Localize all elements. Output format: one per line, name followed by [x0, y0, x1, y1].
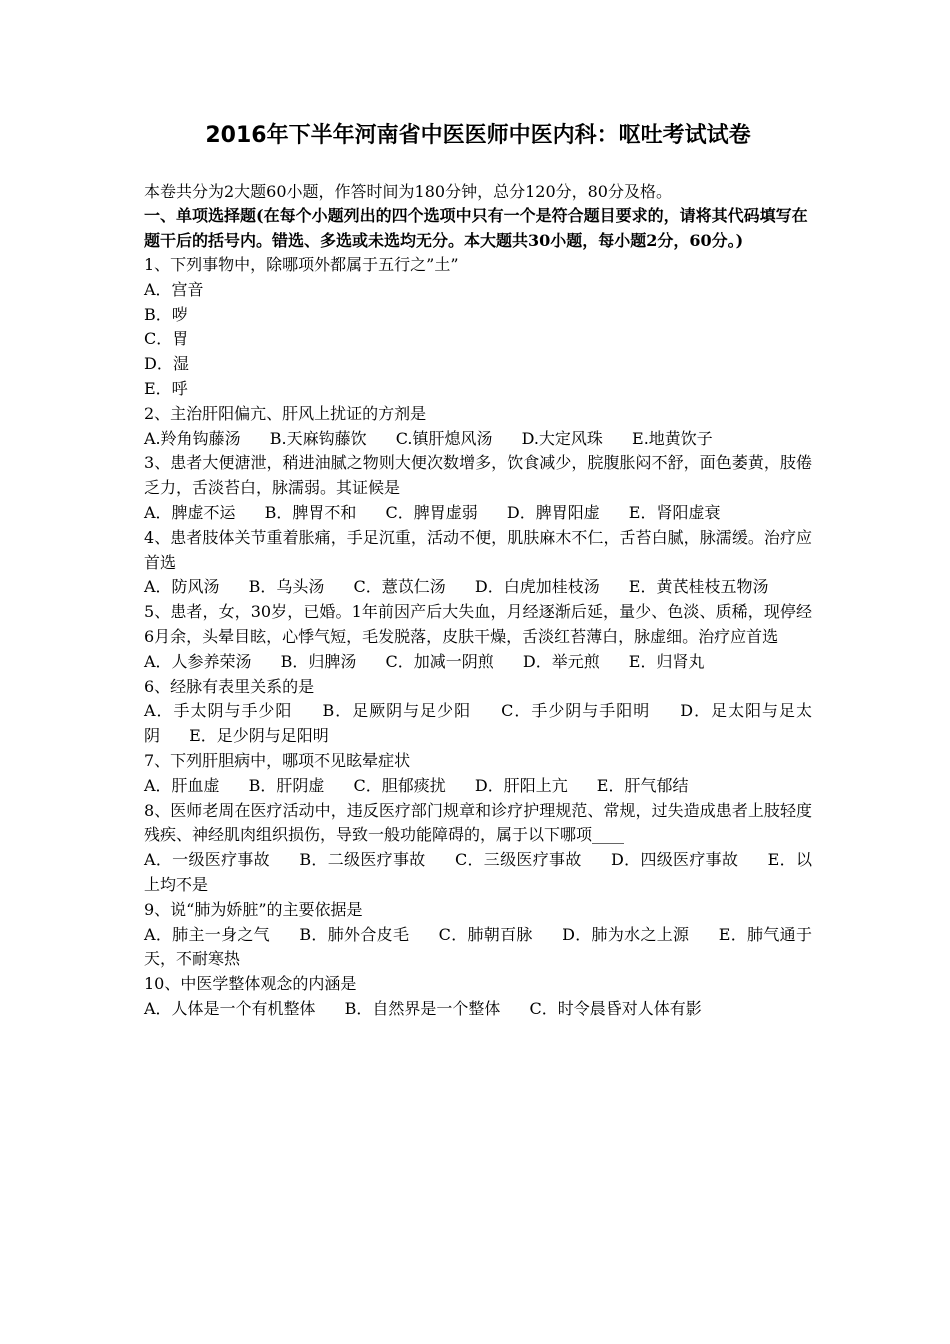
question-3-option-e: E．肾阳虚衰: [628, 502, 721, 522]
question-4-stem: 4、患者肢体关节重着胀痛，手足沉重，活动不便，肌肤麻木不仁，舌苔白腻，脉濡缓。治疗应首选: [144, 527, 812, 572]
page-content: [144, 118, 812, 1022]
question-10-option-b: B．自然界是一个整体: [344, 998, 501, 1018]
question-2-option-b: B.天麻钩藤饮: [269, 428, 367, 448]
question-9-option-c: C．肺朝百脉: [438, 924, 533, 944]
question-8-stem: 8、医师老周在医疗活动中，违反医疗部门规章和诊疗护理规范、常规，过失造成患者上肢轻度残疾、神经肌肉组织损伤，导致一般功能障碍的，属于以下哪项____: [144, 800, 812, 845]
question-2-option-c: C.镇肝熄风汤: [395, 428, 493, 448]
question-5-option-b: B．归脾汤: [280, 651, 357, 671]
question-7-option-b: B．肝阴虚: [248, 775, 325, 795]
question-5-stem: 5、患者，女，30岁，已婚。1年前因产后大失血，月经逐渐后延，量少、色淡、质稀，现停经6月余，头晕目眩，心悸气短，毛发脱落，皮肤干燥，舌淡红苔薄白，脉虚细。治疗应首选: [144, 602, 812, 646]
question-6-option-d: D．足太阳与足太阴: [144, 701, 812, 746]
question-8-option-b: B．二级医疗事故: [299, 850, 426, 870]
section-heading-single-choice: 一、单项选择题(在每个小题列出的四个选项中只有一个是符合题目要求的，请将其代码填写在题干后的括号内。错选、多选或未选均无分。本大题共30小题，每小题2分，60分。): [144, 206, 808, 250]
question-10-options: [144, 997, 812, 1022]
question-8-options: [144, 848, 812, 898]
question-6-option-a: A．手太阴与手少阳: [144, 701, 293, 721]
question-2-option-e: E.地黄饮子: [632, 428, 713, 448]
question-8-option-d: D．四级医疗事故: [611, 850, 739, 870]
question-2-stem: 2、主治肝阳偏亢、肝风上扰证的方剂是: [144, 403, 427, 423]
question-4-option-b: B．乌头汤: [248, 577, 325, 597]
question-1-option-d: D．湿: [144, 354, 189, 374]
question-3-option-b: B．脾胃不和: [264, 502, 357, 522]
question-9-option-e: E．肺气通于天，不耐寒热: [144, 924, 812, 969]
question-8-option-a: A．一级医疗事故: [144, 850, 270, 870]
question-2-option-a: A.羚角钩藤汤: [144, 428, 241, 448]
question-7-options: [144, 774, 812, 799]
question-5-option-d: D．举元煎: [522, 651, 600, 671]
question-10-option-c: C．时令晨昏对人体有影: [529, 998, 702, 1018]
question-8-option-e: E．以上均不是: [144, 850, 812, 894]
question-7-option-e: E．肝气郁结: [596, 775, 689, 795]
question-6-options: [144, 699, 812, 749]
question-7-stem: 7、下列肝胆病中，哪项不见眩晕症状: [144, 750, 411, 770]
question-2-options: [144, 427, 812, 452]
question-6-option-e: E．足少阴与足阳明: [189, 726, 329, 746]
question-9-option-d: D．肺为水之上源: [562, 924, 690, 944]
question-1-stem: 1、下列事物中，除哪项外都属于五行之”土”: [144, 255, 459, 274]
question-7-option-d: D．肝阳上亢: [474, 775, 568, 795]
question-6-stem: 6、经脉有表里关系的是: [144, 676, 315, 696]
question-7-option-a: A．肝血虚: [144, 775, 220, 795]
question-5-options: [144, 650, 812, 675]
question-4-option-a: A．防风汤: [144, 577, 220, 597]
question-3-options: [144, 501, 812, 526]
question-6-option-c: C．手少阴与手阳明: [501, 701, 651, 721]
question-7-option-c: C．胆郁痰扰: [353, 775, 446, 795]
question-5-option-e: E．归肾丸: [628, 651, 705, 671]
page-title: 2016年下半年河南省中医医师中医内科：呕吐考试试卷: [205, 123, 751, 148]
question-1-option-a: A．宫音: [144, 279, 204, 299]
exam-intro: 本卷共分为2大题60小题，作答时间为180分钟，总分120分，80分及格。: [144, 182, 672, 201]
question-10-stem: 10、中医学整体观念的内涵是: [144, 974, 357, 994]
question-9-stem: 9、说“肺为娇脏”的主要依据是: [144, 899, 363, 919]
question-1-option-c: C．胃: [144, 329, 189, 349]
question-1-option-e: E．呼: [144, 378, 188, 398]
question-1-option-b: B．哕: [144, 304, 188, 324]
question-3-option-c: C．脾胃虚弱: [385, 502, 478, 522]
question-9-options: [144, 923, 812, 973]
question-4-option-d: D．白虎加桂枝汤: [474, 577, 600, 597]
question-4-option-c: C．薏苡仁汤: [353, 577, 446, 597]
question-6-option-b: B．足厥阴与足少阳: [322, 701, 472, 721]
question-4-option-e: E．黄芪桂枝五物汤: [628, 577, 769, 597]
question-4-options: [144, 575, 812, 600]
question-2-option-d: D.大定风珠: [521, 428, 603, 448]
question-3-option-a: A．脾虚不运: [144, 502, 236, 522]
question-3-stem: 3、患者大便溏泄，稍进油腻之物则大便次数增多，饮食减少，脘腹胀闷不舒，面色萎黄，肢倦乏力，舌淡苔白，脉濡弱。其证候是: [144, 453, 812, 498]
question-9-option-a: A．肺主一身之气: [144, 924, 270, 944]
question-9-option-b: B．肺外合皮毛: [299, 924, 410, 944]
question-5-option-a: A．人参养荣汤: [144, 651, 252, 671]
question-5-option-c: C．加减一阴煎: [385, 651, 494, 671]
question-10-option-a: A．人体是一个有机整体: [144, 998, 316, 1018]
question-3-option-d: D．脾胃阳虚: [506, 502, 600, 522]
question-8-option-c: C．三级医疗事故: [454, 850, 582, 870]
